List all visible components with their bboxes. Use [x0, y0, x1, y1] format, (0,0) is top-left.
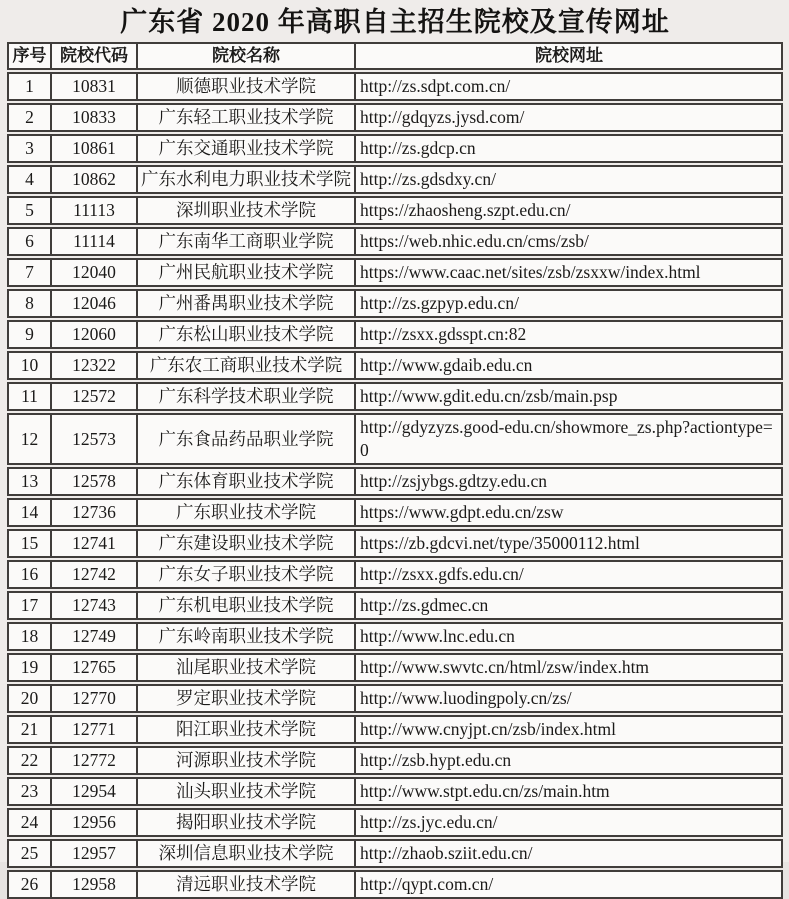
cell-url: http://gdqyzs.jysd.com/	[354, 105, 781, 130]
table-row	[7, 134, 783, 163]
column-header-name: 院校名称	[136, 44, 354, 68]
cell-name: 清远职业技术学院	[136, 872, 354, 897]
cell-url: http://zs.sdpt.com.cn/	[354, 74, 781, 99]
cell-name: 深圳信息职业技术学院	[136, 841, 354, 866]
cell-url: http://zsxx.gdsspt.cn:82	[354, 322, 781, 347]
cell-name: 顺德职业技术学院	[136, 74, 354, 99]
cell-url: http://zsjybgs.gdtzy.edu.cn	[354, 469, 781, 494]
cell-name: 广东南华工商职业学院	[136, 229, 354, 254]
table-row	[7, 196, 783, 225]
cell-url: http://gdyzyzs.good-edu.cn/showmore_zs.php?actiontype=0	[354, 415, 781, 463]
cell-no: 23	[20, 781, 39, 801]
table-row	[7, 498, 783, 527]
cell-name: 深圳职业技术学院	[136, 198, 354, 223]
table-row	[7, 413, 783, 465]
table-row	[7, 467, 783, 496]
cell-no: 19	[20, 657, 39, 677]
table-row	[7, 165, 783, 194]
cell-no: 24	[20, 812, 39, 832]
table-row	[7, 351, 783, 380]
cell-no: 11	[21, 386, 38, 406]
cell-no: 10	[20, 355, 39, 375]
table-row	[7, 529, 783, 558]
cell-name: 罗定职业技术学院	[136, 686, 354, 711]
cell-no: 9	[25, 324, 34, 344]
table-row	[7, 258, 783, 287]
cell-no: 6	[25, 231, 34, 251]
cell-url: https://www.caac.net/sites/zsb/zsxxw/index.html	[354, 260, 781, 285]
page-title: 广东省 2020 年高职自主招生院校及宣传网址	[120, 7, 670, 37]
table-row	[7, 622, 783, 651]
cell-code: 12736	[50, 500, 136, 525]
cell-name: 广东交通职业技术学院	[136, 136, 354, 161]
cell-no: 18	[20, 626, 39, 646]
cell-name: 广东水利电力职业技术学院	[136, 167, 354, 192]
cell-name: 广东机电职业技术学院	[136, 593, 354, 618]
cell-code: 12573	[50, 415, 136, 463]
table-header-row	[7, 42, 783, 70]
cell-no: 13	[20, 471, 39, 491]
cell-url: http://zs.gdmec.cn	[354, 593, 781, 618]
cell-no: 25	[20, 843, 39, 863]
cell-name: 广东轻工职业技术学院	[136, 105, 354, 130]
cell-name: 广东松山职业技术学院	[136, 322, 354, 347]
cell-name: 广东科学技术职业学院	[136, 384, 354, 409]
cell-no: 2	[25, 107, 34, 127]
cell-no: 7	[25, 262, 34, 282]
cell-code: 12742	[50, 562, 136, 587]
table-row	[7, 382, 783, 411]
cell-url: https://zhaosheng.szpt.edu.cn/	[354, 198, 781, 223]
schools-table	[7, 42, 783, 899]
table-row	[7, 777, 783, 806]
cell-code: 12040	[50, 260, 136, 285]
cell-name: 汕头职业技术学院	[136, 779, 354, 804]
cell-code: 12743	[50, 593, 136, 618]
table-row	[7, 320, 783, 349]
cell-no: 20	[20, 688, 39, 708]
cell-no: 22	[20, 750, 39, 770]
cell-code: 11114	[50, 229, 136, 254]
table-row	[7, 715, 783, 744]
cell-url: http://zsb.hypt.edu.cn	[354, 748, 781, 773]
cell-url: http://zsxx.gdfs.edu.cn/	[354, 562, 781, 587]
column-header-no: 序号	[12, 46, 47, 65]
cell-name: 广东体育职业技术学院	[136, 469, 354, 494]
cell-name: 广东岭南职业技术学院	[136, 624, 354, 649]
cell-url: https://web.nhic.edu.cn/cms/zsb/	[354, 229, 781, 254]
table-row	[7, 746, 783, 775]
cell-url: http://zs.jyc.edu.cn/	[354, 810, 781, 835]
cell-code: 12957	[50, 841, 136, 866]
cell-code: 12958	[50, 872, 136, 897]
cell-name: 河源职业技术学院	[136, 748, 354, 773]
cell-code: 12772	[50, 748, 136, 773]
cell-code: 12771	[50, 717, 136, 742]
table-row	[7, 560, 783, 589]
cell-code: 12954	[50, 779, 136, 804]
cell-no: 15	[20, 533, 39, 553]
cell-code: 12770	[50, 686, 136, 711]
cell-code: 11113	[50, 198, 136, 223]
cell-no: 5	[25, 200, 34, 220]
cell-name: 阳江职业技术学院	[136, 717, 354, 742]
cell-no: 26	[20, 874, 39, 894]
table-row	[7, 653, 783, 682]
cell-url: https://zb.gdcvi.net/type/35000112.html	[354, 531, 781, 556]
cell-name: 广东女子职业技术学院	[136, 562, 354, 587]
cell-no: 3	[25, 138, 34, 158]
cell-name: 汕尾职业技术学院	[136, 655, 354, 680]
cell-name: 广东职业技术学院	[136, 500, 354, 525]
table-row	[7, 289, 783, 318]
table-row	[7, 839, 783, 868]
cell-url: http://qypt.com.cn/	[354, 872, 781, 897]
table-row	[7, 808, 783, 837]
table-row	[7, 684, 783, 713]
cell-no: 21	[20, 719, 39, 739]
cell-name: 揭阳职业技术学院	[136, 810, 354, 835]
cell-name: 广东农工商职业技术学院	[136, 353, 354, 378]
cell-url: http://zhaob.sziit.edu.cn/	[354, 841, 781, 866]
cell-url: http://www.swvtc.cn/html/zsw/index.htm	[354, 655, 781, 680]
table-row	[7, 72, 783, 101]
cell-code: 12749	[50, 624, 136, 649]
column-header-url: 院校网址	[354, 44, 781, 68]
cell-code: 12046	[50, 291, 136, 316]
cell-no: 14	[20, 502, 39, 522]
cell-code: 10861	[50, 136, 136, 161]
cell-name: 广州民航职业技术学院	[136, 260, 354, 285]
cell-no: 1	[25, 76, 34, 96]
cell-url: http://www.gdit.edu.cn/zsb/main.psp	[354, 384, 781, 409]
cell-code: 12741	[50, 531, 136, 556]
cell-url: http://zs.gzpyp.edu.cn/	[354, 291, 781, 316]
cell-no: 8	[25, 293, 34, 313]
cell-code: 12572	[50, 384, 136, 409]
cell-url: http://www.luodingpoly.cn/zs/	[354, 686, 781, 711]
cell-no: 16	[20, 564, 39, 584]
cell-name: 广东食品药品职业学院	[136, 415, 354, 463]
cell-code: 10862	[50, 167, 136, 192]
cell-code: 10831	[50, 74, 136, 99]
column-header-code: 院校代码	[50, 44, 136, 68]
cell-url: http://www.stpt.edu.cn/zs/main.htm	[354, 779, 781, 804]
cell-code: 12765	[50, 655, 136, 680]
cell-url: https://www.gdpt.edu.cn/zsw	[354, 500, 781, 525]
cell-code: 10833	[50, 105, 136, 130]
cell-no: 12	[20, 428, 39, 449]
cell-name: 广东建设职业技术学院	[136, 531, 354, 556]
cell-code: 12060	[50, 322, 136, 347]
cell-code: 12956	[50, 810, 136, 835]
cell-url: http://zs.gdsdxy.cn/	[354, 167, 781, 192]
cell-no: 17	[20, 595, 39, 615]
cell-name: 广州番禺职业技术学院	[136, 291, 354, 316]
cell-code: 12322	[50, 353, 136, 378]
cell-url: http://www.gdaib.edu.cn	[354, 353, 781, 378]
cell-no: 4	[25, 169, 34, 189]
table-row	[7, 870, 783, 899]
table-row	[7, 103, 783, 132]
cell-code: 12578	[50, 469, 136, 494]
cell-url: http://www.cnyjpt.cn/zsb/index.html	[354, 717, 781, 742]
cell-url: http://zs.gdcp.cn	[354, 136, 781, 161]
table-row	[7, 227, 783, 256]
table-row	[7, 591, 783, 620]
cell-url: http://www.lnc.edu.cn	[354, 624, 781, 649]
table-body	[7, 72, 783, 899]
